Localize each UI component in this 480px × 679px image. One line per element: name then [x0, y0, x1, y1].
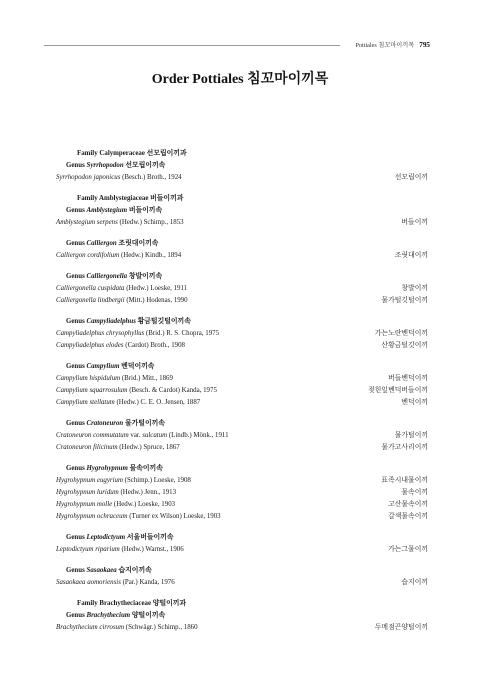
name-part: (Besch. & Cardot) Kanda, 1975	[127, 387, 217, 394]
korean-name: 두메점끈양털이끼	[374, 624, 428, 631]
scientific-name-part: Hygrohypnum molle	[56, 501, 113, 508]
scientific-name-part: Cratoneuron	[86, 420, 124, 427]
species-name	[56, 217, 184, 229]
species-name	[56, 487, 176, 499]
scientific-name-part: Campylium stellatum	[56, 399, 115, 406]
species-line	[56, 475, 428, 487]
name-part: (Hedw.) C. E. O. Jensen, 1887	[114, 399, 201, 406]
korean-name: 조릿대이끼	[394, 252, 428, 259]
scientific-name-part: Sasaokaea aomoriensis	[56, 579, 121, 586]
korean-name: 물가털이끼	[394, 432, 428, 439]
name-part: (Brid.) Mitt., 1869	[120, 375, 173, 382]
family-name	[56, 148, 187, 160]
species-name	[56, 340, 185, 352]
species-line	[56, 217, 428, 229]
name-part: 물속이끼속	[127, 465, 163, 472]
name-part: (Schwägr.) Schimp., 1860	[124, 624, 198, 631]
section-gap	[56, 523, 428, 532]
species-name	[56, 442, 180, 454]
name-part: 버들이끼과	[148, 195, 184, 202]
section-gap	[56, 352, 428, 361]
name-part: (Cardot) Broth., 1908	[123, 342, 185, 349]
scientific-name-part: Hygrohypnum eugyrium	[56, 477, 123, 484]
scientific-name-part: Hygrohypnum	[86, 465, 128, 472]
genus-name	[56, 463, 163, 475]
name-part: 조릿대이끼속	[116, 240, 159, 247]
page-title: Order Pottiales 침꼬마이끼목	[151, 72, 329, 87]
genus-line	[56, 463, 428, 475]
species-line	[56, 328, 428, 340]
species-name	[56, 577, 175, 589]
section-gap	[56, 229, 428, 238]
korean-name: 물속이끼	[401, 489, 428, 496]
scientific-name-part: Campylium hispidulum	[56, 375, 121, 382]
species-line	[56, 511, 428, 523]
species-line	[56, 283, 428, 295]
section-gap	[56, 307, 428, 316]
section-gap	[56, 184, 428, 193]
name-part: 벤덕이끼속	[119, 363, 155, 370]
scientific-name-part: Hygrohypnum ochraceum	[56, 513, 128, 520]
family-line	[56, 193, 428, 205]
species-name	[56, 430, 229, 442]
scientific-name-part: Calliergon	[86, 240, 117, 247]
korean-name: 버들이끼	[401, 219, 428, 226]
species-name	[56, 511, 221, 523]
scientific-name-part: Hygrohypnum luridum	[56, 489, 119, 496]
name-part: 양털이끼과	[151, 600, 187, 607]
scientific-name-part: Cratoneuron commutatum	[56, 432, 129, 439]
name-part: Genus	[66, 420, 87, 427]
species-line	[56, 544, 428, 556]
name-part: (Hedw.) Jenn., 1913	[118, 489, 177, 496]
name-part: Genus	[66, 162, 87, 169]
name-part: (Hedw.) Kindb., 1894	[119, 252, 182, 259]
species-name	[56, 172, 182, 184]
species-name	[56, 544, 184, 556]
korean-name: 고산물속이끼	[388, 501, 428, 508]
scientific-name-part: Campylium squarrosulum	[56, 387, 128, 394]
species-line	[56, 385, 428, 397]
name-part: Genus	[66, 273, 87, 280]
korean-name: 물가털깃털이끼	[381, 297, 428, 304]
korean-name: 물가고사리이끼	[381, 444, 428, 451]
scientific-name-part: Campyliadelphus	[86, 318, 136, 325]
scientific-name-part: Sasaokaea	[86, 567, 117, 574]
korean-name: 습지이끼	[401, 579, 428, 586]
name-part: 선모립이끼과	[144, 150, 187, 157]
species-line	[56, 397, 428, 409]
species-name	[56, 385, 217, 397]
name-part: Genus	[66, 534, 87, 541]
name-part: (Besch.) Broth., 1924	[120, 174, 182, 181]
name-part: 습지이끼속	[116, 567, 152, 574]
species-name	[56, 475, 191, 487]
name-part: (Hedw.) Warnst., 1906	[119, 546, 184, 553]
genus-line	[56, 532, 428, 544]
genus-line	[56, 271, 428, 283]
header-rule	[44, 45, 340, 46]
name-part: 황금털깃털이끼속	[135, 318, 191, 325]
korean-name: 가는그물이끼	[388, 546, 428, 553]
name-part: 물가털이끼속	[123, 420, 165, 427]
name-part: Genus	[66, 612, 87, 619]
name-part: (Hedw.) Schimp., 1853	[117, 219, 184, 226]
name-part: (Par.) Kanda, 1976	[120, 579, 175, 586]
name-part: Genus	[66, 240, 87, 247]
name-part: 양털이끼속	[130, 612, 166, 619]
family-line	[56, 148, 428, 160]
genus-line	[56, 316, 428, 328]
name-part: Genus	[66, 567, 87, 574]
species-line	[56, 487, 428, 499]
name-part: 버들이끼속	[127, 207, 163, 214]
running-header	[355, 40, 430, 49]
scientific-name-part: Leptodictyum	[86, 534, 126, 541]
species-name	[56, 250, 181, 262]
genus-name	[56, 565, 152, 577]
genus-line	[56, 418, 428, 430]
korean-name: 선모립이끼	[394, 174, 428, 181]
name-part: (Hedw.) Loeske, 1903	[112, 501, 176, 508]
korean-name: 갈색물속이끼	[388, 513, 428, 520]
name-part: (Turner ex Wilson) Loeske, 1903	[127, 513, 221, 520]
scientific-name-part: Amblystegium serpens	[56, 219, 118, 226]
scientific-name-part: Cratoneuron filicinum	[56, 444, 118, 451]
family-name	[56, 598, 186, 610]
scientific-name-part: Campylium	[86, 363, 120, 370]
genus-name	[56, 532, 173, 544]
name-part: Genus	[66, 363, 87, 370]
name-part: 서울버들이끼속	[125, 534, 174, 541]
genus-name	[56, 238, 158, 250]
species-name	[56, 373, 173, 385]
species-line	[56, 172, 428, 184]
name-part: 창발이끼속	[127, 273, 163, 280]
scientific-name-part: Syrrhopodon	[86, 162, 124, 169]
family-line	[56, 598, 428, 610]
genus-line	[56, 205, 428, 217]
species-line	[56, 442, 428, 454]
genus-line	[56, 238, 428, 250]
scientific-name-part: Campyliadelphus chrysophyllus	[56, 330, 145, 337]
genus-name	[56, 418, 165, 430]
name-part: (Lindb.) Mönk., 1911	[167, 432, 229, 439]
family-name	[56, 193, 183, 205]
genus-line	[56, 160, 428, 172]
genus-name	[56, 361, 154, 373]
species-line	[56, 250, 428, 262]
genus-name	[56, 160, 165, 172]
genus-name	[56, 205, 162, 217]
name-part: Family Calymperaceae	[77, 150, 145, 157]
name-part: (Brid.) R. S. Chopra, 1975	[144, 330, 220, 337]
scientific-name-part: Calliergonella	[86, 273, 128, 280]
name-part: (Hedw.) Spruce, 1867	[117, 444, 180, 451]
species-name	[56, 295, 188, 307]
korean-name: 버들벤덕이끼	[388, 375, 428, 382]
scientific-name-part: Brachythecium cirrosum	[56, 624, 125, 631]
name-part: Family Amblystegiaceae	[77, 195, 149, 202]
name-part: (Mitt.) Hodenas, 1990	[124, 297, 188, 304]
name-part: Genus	[66, 465, 87, 472]
species-line	[56, 577, 428, 589]
taxon-list	[56, 148, 428, 634]
korean-name: 산황금털깃이끼	[381, 342, 428, 349]
korean-name: 표족시내물이끼	[381, 477, 428, 484]
scientific-name-part: Calliergonella lindbergii	[56, 297, 125, 304]
scientific-name-part: Calliergonella cuspidata	[56, 285, 125, 292]
korean-name: 젖힌잎벤덕버들이끼	[368, 387, 428, 394]
genus-line	[56, 361, 428, 373]
name-part: Genus	[66, 318, 87, 325]
species-name	[56, 283, 187, 295]
species-line	[56, 499, 428, 511]
section-gap	[56, 454, 428, 463]
korean-name: 벤덕이끼	[401, 399, 428, 406]
name-part: var.	[128, 432, 143, 439]
scientific-name-part: sulcatum	[142, 432, 168, 439]
section-gap	[56, 556, 428, 565]
section-gap	[56, 589, 428, 598]
species-line	[56, 373, 428, 385]
species-line	[56, 340, 428, 352]
korean-name: 가는노란벤덕이끼	[374, 330, 428, 337]
species-line	[56, 430, 428, 442]
species-name	[56, 499, 175, 511]
section-gap	[56, 409, 428, 418]
scientific-name-part: Syrrhopodon japonicus	[56, 174, 121, 181]
scientific-name-part: Leptodictyum riparium	[56, 546, 120, 553]
species-line	[56, 295, 428, 307]
species-name	[56, 622, 198, 634]
name-part: (Schimp.) Loeske, 1908	[122, 477, 191, 484]
genus-line	[56, 565, 428, 577]
korean-name: 창발이끼	[401, 285, 428, 292]
name-part: Family Brachytheciaceae	[77, 600, 152, 607]
name-part: Genus	[66, 207, 87, 214]
scientific-name-part: Brachythecium	[86, 612, 131, 619]
genus-line	[56, 610, 428, 622]
scientific-name-part: Calliergon cordifolium	[56, 252, 120, 259]
name-part: (Hedw.) Loeske, 1911	[124, 285, 188, 292]
species-name	[56, 397, 200, 409]
species-name	[56, 328, 219, 340]
page-number: 795	[419, 41, 430, 49]
species-line	[56, 622, 428, 634]
section-gap	[56, 262, 428, 271]
genus-name	[56, 316, 191, 328]
name-part: 선모립이끼속	[123, 162, 166, 169]
genus-name	[56, 271, 162, 283]
scientific-name-part: Amblystegium	[86, 207, 128, 214]
running-title: Pottiales 침꼬마이끼목	[355, 42, 415, 49]
scientific-name-part: Campyliadelphus elodes	[56, 342, 124, 349]
genus-name	[56, 610, 165, 622]
